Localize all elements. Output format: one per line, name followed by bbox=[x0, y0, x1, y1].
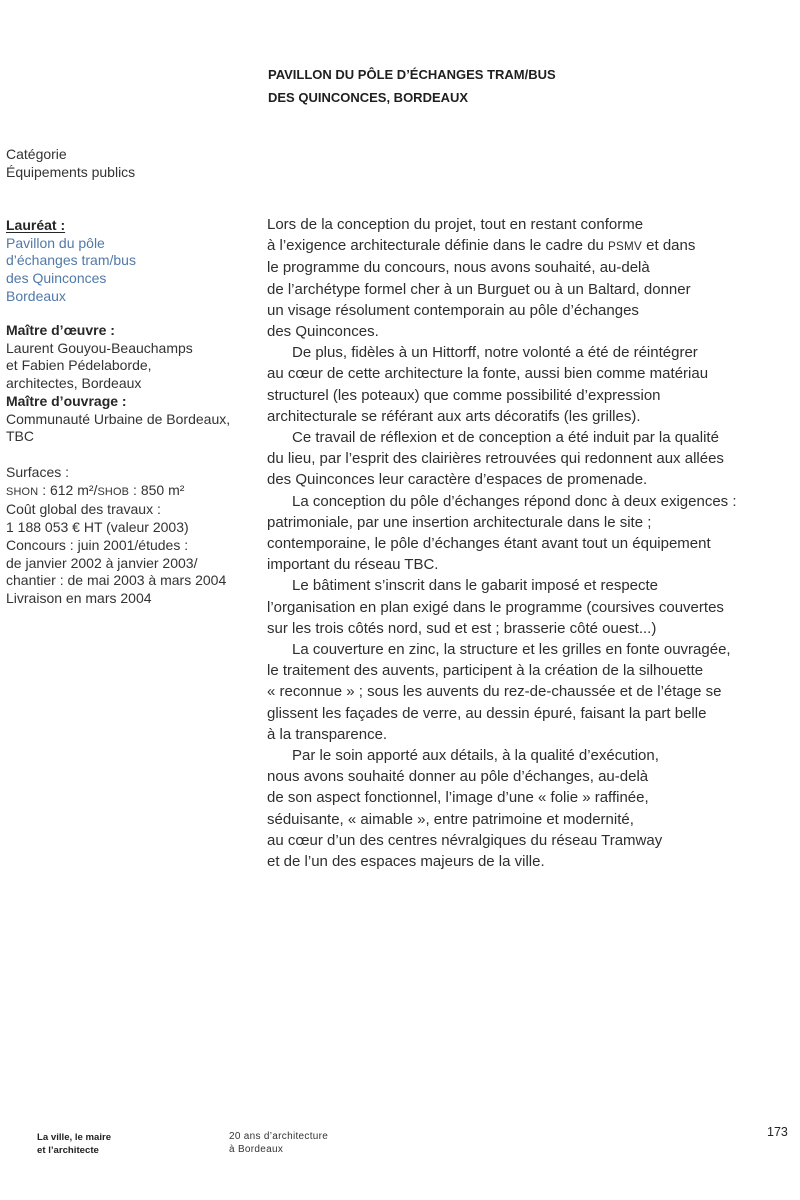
body-line: séduisante, « aimable », entre patrimoine et modernité, bbox=[267, 810, 634, 828]
body-line: des Quinconces leur caractère d’espaces de promenade. bbox=[267, 471, 648, 489]
laureate-label: Lauréat : bbox=[6, 217, 66, 233]
body-line: Le bâtiment s’inscrit dans le gabarit imposé et respecte bbox=[292, 577, 659, 595]
footer-series-line: et l’architecte bbox=[37, 1145, 99, 1156]
paragraph bbox=[267, 491, 787, 576]
paragraph bbox=[267, 427, 787, 491]
architect-line: architectes, Bordeaux bbox=[6, 375, 142, 392]
architect-line: et Fabien Pédelaborde, bbox=[6, 357, 152, 374]
body-line: La conception du pôle d’échanges répond donc à deux exigences : bbox=[292, 492, 737, 510]
page-number: 173 bbox=[767, 1125, 788, 1139]
body-line: de l’archétype formel cher à un Burguet ou à un Baltard, donner bbox=[267, 280, 691, 298]
category-block bbox=[6, 146, 135, 181]
body-line: Par le soin apporté aux détails, à la qualité d’exécution, bbox=[292, 747, 659, 765]
text-segment: : 850 m² bbox=[129, 481, 185, 498]
body-line: le traitement des auvents, participent à la création de la silhouette bbox=[267, 662, 704, 680]
laureate-block bbox=[6, 217, 136, 306]
footer-book-line: 20 ans d’architecture bbox=[229, 1131, 329, 1142]
abbreviation: PSMV bbox=[608, 240, 642, 254]
laureate-lines bbox=[6, 235, 136, 306]
text-segment: et dans bbox=[641, 237, 696, 255]
body-line: architecturale se référant aux arts décoratifs (les grilles). bbox=[267, 407, 641, 425]
project-details-block bbox=[6, 464, 226, 608]
detail-line bbox=[6, 482, 226, 502]
client-line: TBC bbox=[6, 428, 34, 445]
body-line: structurel (les poteaux) que comme possibilité d’expression bbox=[267, 386, 661, 404]
body-line: « reconnue » ; sous les auvents du rez-de-chaussée et de l’étage se bbox=[267, 683, 722, 701]
client-line: Communauté Urbaine de Bordeaux, bbox=[6, 410, 231, 427]
detail-line: de janvier 2002 à janvier 2003/ bbox=[6, 554, 198, 571]
paragraph bbox=[267, 745, 787, 872]
body-line: glissent les façades de verre, au dessin épuré, faisant la part belle bbox=[267, 704, 707, 722]
title-line: PAVILLON DU PÔLE D’ÉCHANGES TRAM/BUS bbox=[268, 67, 556, 82]
body-line: patrimoniale, par une insertion architecturale dans le site ; bbox=[267, 513, 652, 531]
architect-label: Maître d’œuvre : bbox=[6, 322, 115, 338]
paragraph bbox=[267, 575, 787, 639]
detail-line: Concours : juin 2001/études : bbox=[6, 536, 189, 553]
paragraph bbox=[267, 342, 787, 427]
abbreviation: SHON bbox=[6, 485, 39, 498]
architect-lines bbox=[6, 340, 230, 393]
category-value: Équipements publics bbox=[6, 163, 136, 180]
details-lines bbox=[6, 464, 226, 608]
body-line: le programme du concours, nous avons souhaité, au-delà bbox=[267, 259, 650, 277]
client-label: Maître d’ouvrage : bbox=[6, 392, 127, 409]
text-segment: à l’exigence architecturale définie dans le cadre du bbox=[267, 237, 609, 255]
category-label: Catégorie bbox=[6, 146, 67, 162]
footer-series-line: La ville, le maire bbox=[37, 1132, 112, 1143]
body-line: important du réseau TBC. bbox=[267, 556, 439, 574]
paragraph bbox=[267, 214, 787, 342]
laureate-line: Bordeaux bbox=[6, 287, 66, 304]
body-line: Lors de la conception du projet, tout en restant conforme bbox=[267, 216, 644, 233]
body-line: du lieu, par l’esprit des clairières retrouvées qui redonnent aux allées bbox=[267, 450, 724, 468]
footer-series-title bbox=[37, 1131, 111, 1157]
credits-block bbox=[6, 322, 230, 446]
body-line: contemporaine, le pôle d’échanges étant avant tout un équipement bbox=[267, 535, 711, 553]
body-line: des Quinconces. bbox=[267, 323, 379, 341]
paragraph bbox=[267, 639, 787, 745]
footer-book-title bbox=[229, 1130, 328, 1156]
laureate-line: des Quinconces bbox=[6, 270, 107, 287]
detail-line: 1 188 053 € HT (valeur 2003) bbox=[6, 519, 189, 536]
detail-line: Surfaces : bbox=[6, 464, 70, 480]
body-line: à la transparence. bbox=[267, 725, 388, 743]
detail-line: chantier : de mai 2003 à mars 2004 bbox=[6, 572, 227, 589]
body-line: sur les trois côtés nord, sud et est ; brasserie côté ouest...) bbox=[267, 619, 657, 637]
detail-line: Coût global des travaux : bbox=[6, 501, 161, 518]
body-line: Ce travail de réflexion et de conception a été induit par la qualité bbox=[292, 429, 719, 447]
footer-book-line: à Bordeaux bbox=[229, 1144, 284, 1155]
body-line: nous avons souhaité donner au pôle d’échanges, au-delà bbox=[267, 768, 649, 786]
text-segment: : 612 m²/ bbox=[38, 481, 98, 498]
laureate-line: d’échanges tram/bus bbox=[6, 252, 136, 269]
architect-line: Laurent Gouyou-Beauchamps bbox=[6, 339, 193, 356]
body-line: l’organisation en plan exigé dans le programme (coursives couvertes bbox=[267, 598, 724, 616]
title-line: DES QUINCONCES, BORDEAUX bbox=[268, 90, 469, 105]
article-body bbox=[267, 214, 787, 872]
body-line bbox=[267, 235, 787, 257]
body-line: au cœur de cette architecture la fonte, aussi bien comme matériau bbox=[267, 365, 709, 383]
laureate-line: Pavillon du pôle bbox=[6, 234, 105, 251]
body-line: de son aspect fonctionnel, l’image d’une « folie » raffinée, bbox=[267, 789, 649, 807]
abbreviation: SHOB bbox=[97, 485, 130, 498]
body-line: un visage résolument contemporain au pôle d’échanges bbox=[267, 301, 639, 319]
body-line: La couverture en zinc, la structure et les grilles en fonte ouvragée, bbox=[292, 641, 731, 659]
body-line: et de l’un des espaces majeurs de la ville. bbox=[267, 853, 545, 871]
article-title bbox=[268, 63, 556, 109]
client-lines bbox=[6, 411, 230, 446]
detail-line: Livraison en mars 2004 bbox=[6, 589, 152, 606]
body-line: au cœur d’un des centres névralgiques du réseau Tramway bbox=[267, 831, 663, 849]
body-line: De plus, fidèles à un Hittorff, notre volonté a été de réintégrer bbox=[292, 344, 698, 362]
